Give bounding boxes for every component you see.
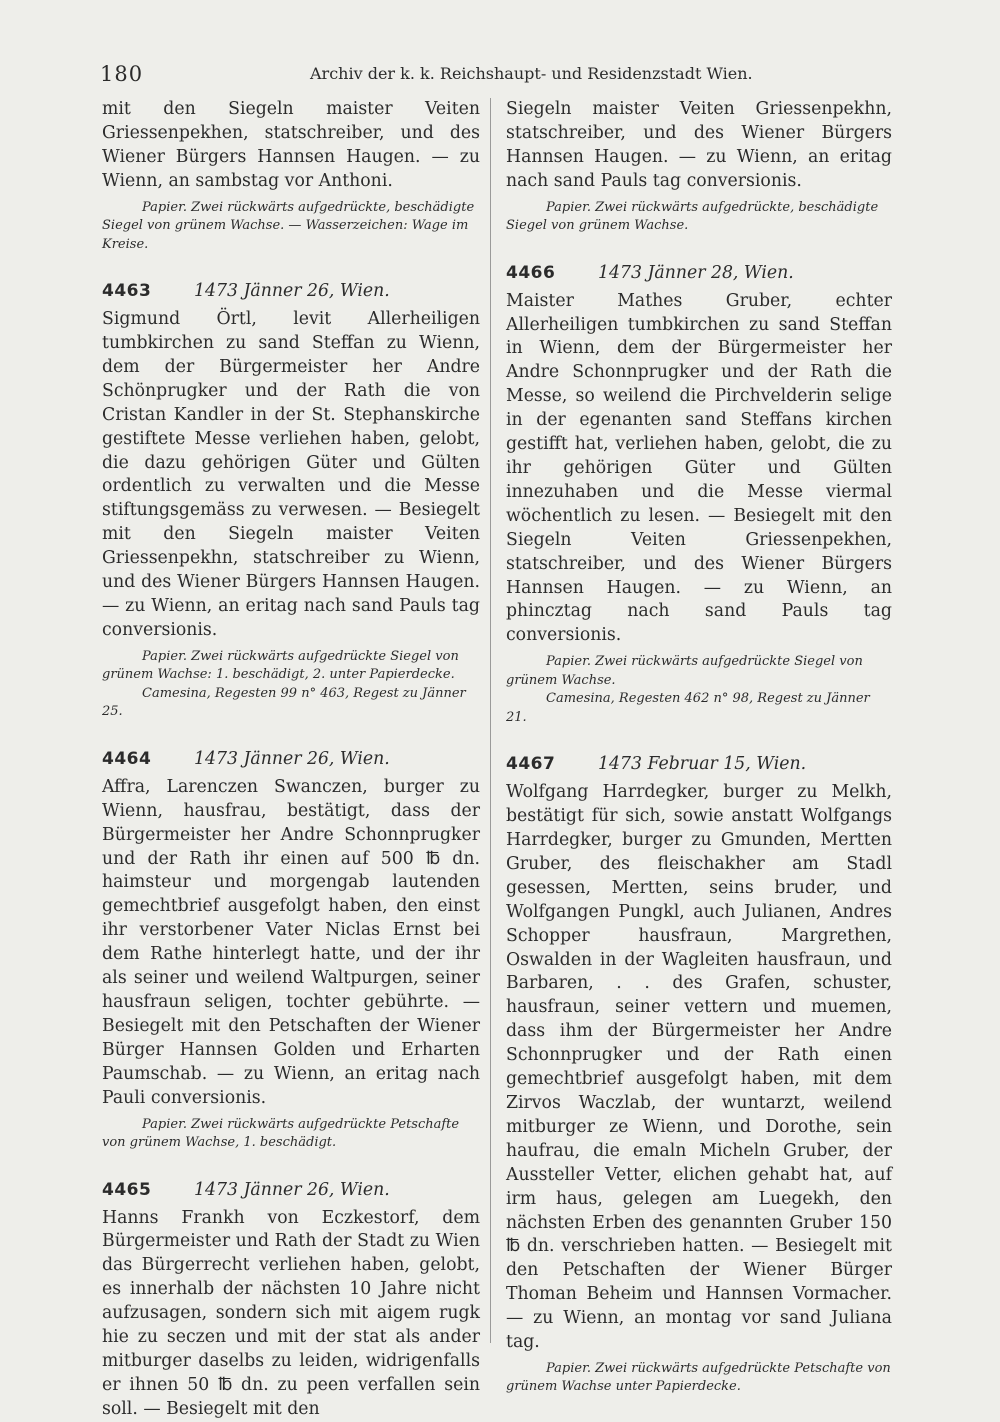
entry-text: Sigmund Örtl, levit Allerheiligen tumbkirchen zu sand Steffan zu Wienn, dem der Bürgermeister her Andre Schönprugker und der Rath die von Cristan Kandler in der St. Stephanskirche gestiftete Messe verliehen haben, gelobt, die dazu gehörigen Güter und Gülten ordentlich zu verwalten und die Messe stiftungsgemäss zu verwesen. — Besiegelt mit den Siegeln maister Veiten Griessenpekhn, statschreiber zu Wienn, und des Wiener Bürgers Hannsen Haugen. — zu Wienn, an eritag nach sand Pauls tag conversionis. — [102, 309, 480, 640]
entry-text: Maister Mathes Gruber, echter Allerheiligen tumbkirchen zu sand Steffan in Wienn, dem der Bürgermeister her Andre Schonnprugker und der Rath die Messe, so weilend die Pirchvelderin selige in der egenanten sand Steffans kirchen gestifft hat, verliehen haben, gelobt, die zu ihr gehörigen Güter und Gülten innezuhaben und die Messe viermal wöchentlich zu lesen. — Besiegelt mit den Siegeln Veiten Griessenpekhen, statschreiber, und des Wiener Bürgers Hannsen Haugen. — zu Wienn, an phincztag nach sand Pauls tag conversionis. — [506, 290, 892, 646]
entry-number: 4466 — [506, 262, 556, 283]
source-note: Papier. Zwei rückwärts aufgedrückte, beschädigte Siegel von grünem Wachse. — [506, 199, 879, 234]
page-number: 180 — [100, 62, 144, 86]
column-divider — [490, 98, 491, 1343]
entry-date: 1473 Jänner 26, Wien. — [194, 748, 390, 769]
entry-date: 1473 Jänner 26, Wien. — [194, 1179, 390, 1200]
entry-text: Hanns Frankh von Eczkestorf, dem Bürgermeister und Rath der Stadt zu Wien das Bürgerrecht verliehen haben, gelobt, es innerhalb der nächsten 10 Jahre nicht aufzusagen, sondern sich mit aigem rugk hie zu seczen und mit der stat als ander mitburger daselbs zu leiden, widrigenfalls er ihnen 50 ℔ dn. zu peen verfallen sein soll. — Besiegelt mit den — [102, 1207, 480, 1419]
entry-number: 4464 — [102, 748, 152, 769]
reference-note: Camesina, Regesten 462 n° 98, Regest zu Jänner 21. — [506, 691, 870, 725]
left-column — [102, 98, 480, 1419]
entry-text: Wolfgang Harrdegker, burger zu Melkh, bestätigt für sich, sowie anstatt Wolfgangs Harrdegker, burger zu Gmunden, Mertten Gruber, des fleischakher am Stadl gesessen, Mertten, seins bruder, und Wolfgangen Pungkl, auch Julianen, Andres Schopper hausfraun, Margrethen, Oswalden in der Wagleiten hausfraun, und Barbaren, . . des Grafen, schuster, hausfraun, seiner vettern und muemen, dass ihm der Bürgermeister her Andre Schonnprugker und der Rath einen gemechtbrief ausgefolgt haben, mit dem Zirvos Waczlab, der wuntarzt, weilend mitburger ze Wienn, und Dorothe, sein haufrau, die emaln Micheln Gruber, der Aussteller Vetter, elichen gehabt hat, auf irm haus, gelegen am Luegekh, den nächsten Erben des genannten Gruber 150 ℔ dn. verschrieben hatten. — Besiegelt mit den Petschaften der Wiener Bürger Thoman Beheim und Hannsen Vormacher. — zu Wienn, an montag vor sand Juliana tag. — [506, 782, 892, 1353]
entry-number: 4467 — [506, 754, 556, 775]
entry-4464 — [102, 748, 480, 1153]
entry-4466 — [506, 262, 892, 728]
entry-date: 1473 Jänner 26, Wien. — [194, 281, 390, 302]
entry-text: Affra, Larenczen Swanczen, burger zu Wienn, hausfrau, bestätigt, dass der Bürgermeister her Andre Schonnprugker und der Rath ihr einen auf 500 ℔ dn. haimsteur und morgengab lautenden gemechtbrief ausgefolgt haben, den einst ihr verstorbener Vater Niclas Ernst bei dem Rathe hinterlegt hatte, und der ihr als seiner und weilend Waltpurgen, seiner hausfraun seligen, tochter gebührte. — Besiegelt mit den Petschaften der Wiener Bürger Hannsen Golden und Erharten Paumschab. — zu Wienn, an eritag nach Pauli conversionis. — [102, 776, 480, 1108]
entry-4465 — [102, 1179, 480, 1422]
right-column — [506, 98, 892, 1395]
page-header — [100, 62, 900, 90]
source-note: Papier. Zwei rückwärts aufgedrückte Petschafte von grünem Wachse, 1. beschädigt. — [102, 1116, 460, 1150]
entry-4467 — [506, 753, 892, 1397]
continued-text: Siegeln maister Veiten Griessenpekhn, statschreiber, und des Wiener Bürgers Hannsen Haugen. — zu Wienn, an eritag nach sand Pauls tag conversionis. — [506, 99, 892, 191]
reference-note: Camesina, Regesten 99 n° 463, Regest zu Jänner 25. — [102, 685, 466, 720]
entry-number: 4465 — [102, 1179, 152, 1200]
source-note: Papier. Zwei rückwärts aufgedrückte, beschädigte Siegel von grünem Wachse. — Wasserzeichen: Wage im Kreise. — [102, 199, 475, 252]
source-note: Papier. Zwei rückwärts aufgedrückte Siegel von grünem Wachse: 1. beschädigt, 2. unter Papierdecke. — [102, 648, 459, 683]
source-note: Papier. Zwei rückwärts aufgedrückte Petschafte von grünem Wachse unter Papierdecke. — [506, 1360, 891, 1395]
entry-4463 — [102, 280, 480, 722]
entry-number: 4463 — [102, 281, 152, 302]
running-title: Archiv der k. k. Reichshaupt- und Residenzstadt Wien. — [310, 64, 753, 83]
entry-date: 1473 Februar 15, Wien. — [598, 754, 807, 775]
source-note: Papier. Zwei rückwärts aufgedrückte Siegel von grünem Wachse. — [506, 654, 863, 688]
continued-text: mit den Siegeln maister Veiten Griessenpekhen, statschreiber, und des Wiener Bürgers Hannsen Haugen. — zu Wienn, an sambstag vor Anthoni. — [102, 99, 480, 191]
entry-date: 1473 Jänner 28, Wien. — [598, 262, 794, 283]
